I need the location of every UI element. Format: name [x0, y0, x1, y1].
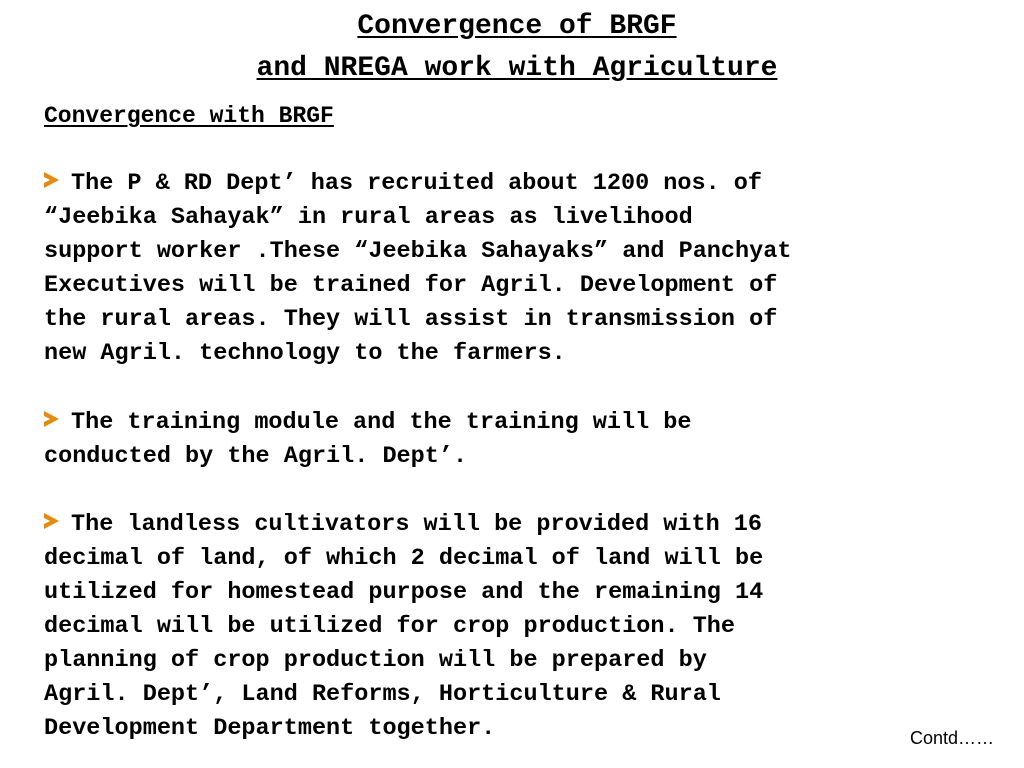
bullet-item [44, 406, 984, 474]
continued-label: Contd…… [909, 728, 994, 748]
bullet-text: The P & RD Dept’ has recruited about 1200 nos. of “Jeebika Sahayak” in rural areas as livelihood support worker .These “Jeebika Sahayaks” and Panchyat Executives will be trained for Agril. Development of the rural areas. They will assist in transmission of new Agril. technology to the farmers. [44, 170, 792, 367]
arrow-bullet-icon [44, 172, 59, 188]
slide-title [0, 6, 1024, 90]
title-line-2: and NREGA work with Agriculture [256, 53, 778, 84]
bullet-item [44, 167, 984, 371]
bullet-text: The landless cultivators will be provided with 16 decimal of land, of which 2 decimal of land will be utilized for homestead purpose and the remaining 14 decimal will be utilized for crop production. The planning of crop production will be prepared by Agril. Dept’, Land Reforms, Horticulture & Rural Development Department together. [44, 511, 764, 742]
bullet-text: The training module and the training will be conducted by the Agril. Dept’. [44, 409, 692, 470]
title-line-1: Convergence of BRGF [357, 11, 677, 42]
section-subheading: Convergence with BRGF [44, 103, 334, 129]
bullet-item [44, 508, 984, 746]
arrow-bullet-icon [44, 411, 59, 427]
arrow-bullet-icon [44, 513, 59, 529]
